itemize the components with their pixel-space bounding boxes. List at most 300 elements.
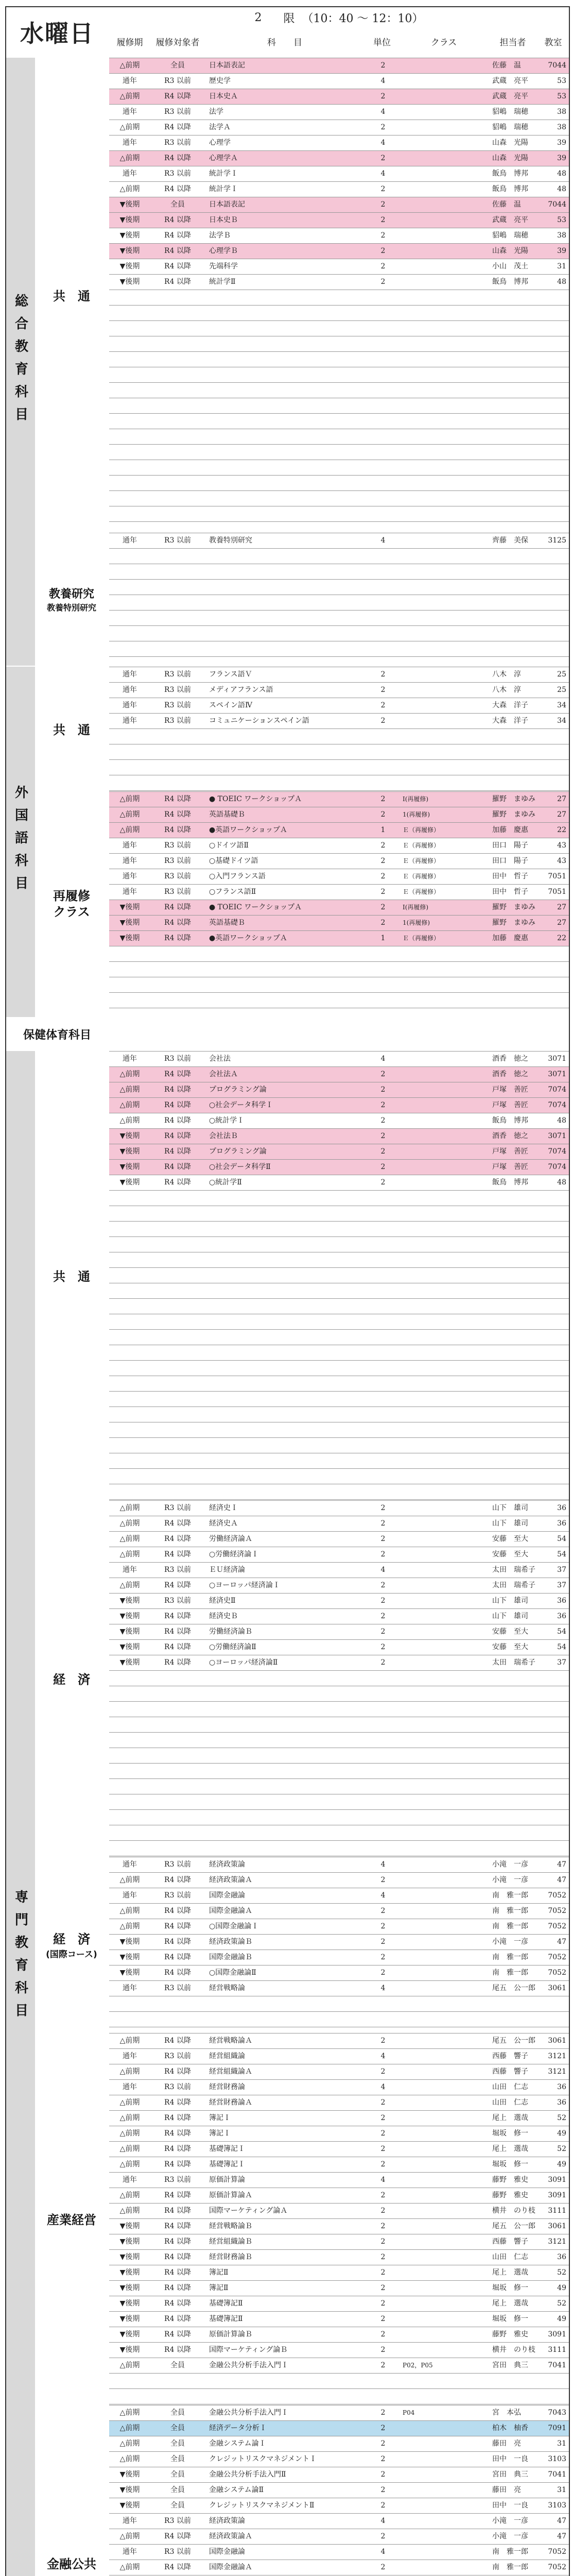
teacher-cell: 堀坂 修一 [492, 2129, 528, 2138]
unit-cell: 2 [380, 670, 386, 679]
target-cell: R4 以降 [164, 2532, 191, 2540]
subject-cell: 経済政策論 [209, 1860, 245, 1869]
unit-cell: 2 [380, 2455, 386, 2463]
class-cell [401, 1500, 490, 1516]
target-cell: 全員 [170, 2486, 185, 2494]
teacher-cell: 山森 光陽 [492, 139, 528, 147]
room-cell: 3091 [548, 2176, 566, 2184]
class-cell [401, 2095, 490, 2110]
room-cell: 36 [557, 2098, 566, 2107]
row-rule [109, 475, 569, 476]
table-row [109, 2265, 569, 2280]
teacher-cell: 田中 哲子 [492, 872, 528, 880]
class-cell [401, 1066, 490, 1082]
room-cell: 27 [557, 795, 566, 803]
term-cell: △前期 [119, 2532, 140, 2540]
unit-cell: 2 [380, 1535, 386, 1543]
teacher-cell: 田中 一良 [492, 2455, 528, 2463]
term-cell: ▼後期 [119, 1612, 140, 1620]
class-cell [401, 2141, 490, 2157]
class-cell [401, 2172, 490, 2188]
subject-cell: 労働経済論Ａ [209, 1535, 252, 1543]
unit-cell: 4 [380, 1891, 386, 1900]
subject-cell: ○社会データ科学Ⅱ [209, 1163, 271, 1171]
table-row [109, 2544, 569, 2560]
term-cell: △前期 [119, 185, 140, 193]
teacher-cell: 西藤 響子 [492, 2052, 528, 2060]
target-cell: R4 以降 [164, 2222, 191, 2230]
teacher-cell: 羅野 まゆみ [492, 903, 535, 911]
room-cell: 47 [557, 2532, 566, 2540]
room-cell: 38 [557, 123, 566, 131]
row-rule [109, 2218, 569, 2219]
teacher-cell: 飯鳥 博邦 [492, 278, 528, 286]
target-cell: R4 以降 [164, 1938, 191, 1946]
class-cell [401, 1857, 490, 1872]
teacher-cell: 南 雅一郎 [492, 1922, 528, 1930]
term-cell: △前期 [119, 826, 140, 834]
room-cell: 27 [557, 810, 566, 819]
table-row [109, 791, 569, 807]
subject-cell: 基礎簿記Ⅱ [209, 2299, 243, 2308]
row-rule [109, 2420, 569, 2421]
teacher-cell: 佐藤 温 [492, 61, 521, 70]
table-row [109, 2513, 569, 2529]
subject-cell: 経済政策論Ａ [209, 2532, 252, 2540]
term-cell: 通年 [123, 670, 137, 679]
subject-cell: 国際金融論 [209, 1891, 245, 1900]
sub-retake-class [35, 791, 108, 1017]
unit-cell: 2 [380, 1086, 386, 1094]
class-cell [401, 259, 490, 274]
term-cell: 通年 [123, 888, 137, 896]
row-rule [109, 181, 569, 182]
room-cell: 7074 [548, 1086, 566, 1094]
table-row [109, 2467, 569, 2482]
unit-cell: 2 [380, 1628, 386, 1636]
teacher-cell: 山田 仁志 [492, 2253, 528, 2261]
subject-cell: 統計学Ⅱ [209, 278, 236, 286]
term-cell: △前期 [119, 2160, 140, 2168]
subject-cell: ＥＵ経済論 [209, 1566, 245, 1574]
row-rule [109, 2172, 569, 2173]
subject-cell: 経営財務論 [209, 2083, 245, 2091]
teacher-cell: 横井 のり枝 [492, 2346, 535, 2354]
room-cell: 36 [557, 1504, 566, 1512]
row-rule [109, 822, 569, 823]
term-cell: △前期 [119, 2129, 140, 2138]
teacher-cell: 八木 淳 [492, 670, 521, 679]
header-term: 履修期 [116, 37, 143, 48]
table-row [109, 1872, 569, 1888]
term-cell: 通年 [123, 170, 137, 178]
sub-label: 再履修クラス [53, 888, 90, 919]
target-cell: 全員 [170, 2470, 185, 2479]
room-cell: 3121 [548, 2052, 566, 2060]
subject-cell: 経済史Ⅱ [209, 1597, 236, 1605]
term-cell: △前期 [119, 2191, 140, 2199]
room-cell: 53 [557, 92, 566, 100]
period-label: 限 [283, 12, 295, 25]
teacher-cell: 羅野 まゆみ [492, 919, 535, 927]
row-rule [109, 1608, 569, 1609]
room-cell: 7051 [548, 888, 566, 896]
row-rule [109, 682, 569, 683]
unit-cell: 4 [380, 2176, 386, 2184]
room-cell: 52 [557, 2299, 566, 2308]
teacher-cell: 堀坂 修一 [492, 2284, 528, 2292]
teacher-cell: 南 雅一郎 [492, 2548, 528, 2556]
table-row [109, 1159, 569, 1175]
room-cell: 48 [557, 1178, 566, 1187]
teacher-cell: 戸塚 善匠 [492, 1086, 528, 1094]
unit-cell: 2 [380, 1550, 386, 1558]
class-cell: P02，P05 [403, 2362, 433, 2369]
subject-cell: ○国際金融論Ⅱ [209, 1969, 256, 1977]
table-row [109, 1950, 569, 1965]
row-rule [109, 625, 569, 626]
term-cell: △前期 [119, 92, 140, 100]
teacher-cell: 佐藤 温 [492, 200, 521, 209]
teacher-cell: 山下 雄司 [492, 1612, 528, 1620]
class-cell [401, 2249, 490, 2265]
row-rule [109, 961, 569, 962]
class-cell [401, 2188, 490, 2203]
target-cell: R4 以降 [164, 216, 191, 224]
teacher-cell: 堀坂 修一 [492, 2315, 528, 2323]
subject-cell: 金融公共分析手法入門Ｉ [209, 2409, 288, 2417]
term-cell: △前期 [119, 123, 140, 131]
row-rule [109, 1190, 569, 1191]
subject-cell: 簿記Ⅱ [209, 2268, 229, 2277]
unit-cell: 2 [380, 2486, 386, 2494]
class-cell [401, 1934, 490, 1950]
target-cell: R3 以前 [164, 841, 191, 850]
room-cell: 54 [557, 1535, 566, 1543]
term-cell: ▼後期 [119, 2315, 140, 2323]
class-cell [401, 2451, 490, 2467]
teacher-cell: 小滝 一彦 [492, 1860, 528, 1869]
term-cell: △前期 [119, 154, 140, 162]
target-cell: R3 以前 [164, 1860, 191, 1869]
term-cell: △前期 [119, 810, 140, 819]
table-row [109, 1624, 569, 1639]
table-row [109, 1608, 569, 1624]
room-cell: 48 [557, 1116, 566, 1125]
header-target: 履修対象者 [155, 37, 200, 48]
subject-cell: ○社会データ科学Ｉ [209, 1101, 273, 1109]
subject-cell: 経営財務論Ａ [209, 2098, 252, 2107]
term-cell: 通年 [123, 1566, 137, 1574]
table-row [109, 1500, 569, 1516]
unit-cell: 2 [380, 872, 386, 880]
teacher-cell: 飯鳥 博邦 [492, 1116, 528, 1125]
room-cell: 48 [557, 278, 566, 286]
unit-cell: 4 [380, 1984, 386, 1992]
target-cell: R4 以降 [164, 2563, 191, 2571]
sub-general-common [35, 58, 108, 532]
table-row [109, 2358, 569, 2373]
target-cell: R3 以前 [164, 1597, 191, 1605]
target-cell: R4 以降 [164, 2284, 191, 2292]
target-cell: R4 以降 [164, 1147, 191, 1156]
teacher-cell: 貂嶋 瑞穂 [492, 108, 528, 116]
subject-cell: 日本語表記 [209, 200, 245, 209]
teacher-cell: 大森 洋子 [492, 717, 528, 725]
unit-cell: 2 [380, 2268, 386, 2277]
sub-economics [35, 1500, 108, 1856]
unit-cell: 4 [380, 2517, 386, 2525]
teacher-cell: 藤野 雅史 [492, 2176, 528, 2184]
class-cell [401, 2342, 490, 2358]
sub-foreign-common [35, 667, 108, 790]
teacher-cell: 田口 陽子 [492, 857, 528, 865]
table-row [109, 1593, 569, 1608]
table-row [109, 930, 569, 946]
room-cell: 37 [557, 1658, 566, 1667]
row-rule [109, 1097, 569, 1098]
teacher-cell: 酒香 徳之 [492, 1055, 528, 1063]
subject-cell: 経済政策論Ａ [209, 1876, 252, 1884]
subject-cell: 法学Ａ [209, 123, 231, 131]
table-row [109, 104, 569, 120]
unit-cell: 2 [380, 2439, 386, 2448]
subject-cell: 国際金融論 [209, 2548, 245, 2556]
term-cell: ▼後期 [119, 2238, 140, 2246]
term-cell: △前期 [119, 2145, 140, 2153]
row-rule [109, 2342, 569, 2343]
table-row [109, 2126, 569, 2141]
subject-cell: 経営財務論Ｂ [209, 2253, 252, 2261]
unit-cell: 4 [380, 1860, 386, 1869]
class-cell: Ｅ（再履修） [403, 935, 440, 942]
unit-cell: 2 [380, 1597, 386, 1605]
table-row [109, 135, 569, 150]
room-cell: 31 [557, 2439, 566, 2448]
room-cell: 54 [557, 1643, 566, 1651]
room-cell: 3061 [548, 2222, 566, 2230]
category-label: 総合教育科目 [12, 294, 28, 430]
class-cell [401, 120, 490, 135]
unit-cell: 4 [380, 536, 386, 545]
table-row [109, 1980, 569, 1996]
room-cell: 36 [557, 1597, 566, 1605]
table-row [109, 2498, 569, 2513]
class-cell [401, 104, 490, 120]
subject-cell: 国際金融論Ｂ [209, 1953, 252, 1961]
row-rule [109, 1406, 569, 1407]
target-cell: R4 以降 [164, 2346, 191, 2354]
row-rule [109, 1298, 569, 1299]
subject-cell: 法学Ｂ [209, 231, 231, 240]
unit-cell: 4 [380, 1055, 386, 1063]
table-row [109, 2436, 569, 2451]
row-rule [109, 274, 569, 275]
room-cell: 43 [557, 857, 566, 865]
target-cell: R4 以降 [164, 1612, 191, 1620]
class-cell [401, 181, 490, 197]
sub-label-2: 教養特別研究 [46, 603, 96, 613]
table-row [109, 822, 569, 838]
category-health-pe [6, 1018, 108, 1050]
subject-cell: 簿記Ｉ [209, 2114, 231, 2122]
unit-cell: 2 [380, 1938, 386, 1946]
subject-cell: 経営組織論Ｂ [209, 2238, 252, 2246]
term-cell: ▼後期 [119, 903, 140, 911]
subject-cell: 国際金融論Ａ [209, 2563, 252, 2571]
row-rule [109, 1221, 569, 1222]
term-cell: △前期 [119, 2037, 140, 2045]
room-cell: 25 [557, 686, 566, 694]
room-cell: 7044 [548, 200, 566, 209]
table-row [109, 2033, 569, 2048]
class-cell [401, 1980, 490, 1996]
room-cell: 7052 [548, 1922, 566, 1930]
target-cell: R3 以前 [164, 1504, 191, 1512]
teacher-cell: 安藤 至大 [492, 1643, 528, 1651]
class-cell: 1(再履修) [403, 811, 430, 818]
unit-cell: 2 [380, 1658, 386, 1667]
subject-cell: 労働経済論Ｂ [209, 1628, 252, 1636]
term-cell: △前期 [119, 1550, 140, 1558]
table-row [109, 2296, 569, 2311]
teacher-cell: 貂嶋 瑞穂 [492, 231, 528, 240]
room-cell: 39 [557, 154, 566, 162]
teacher-cell: 小滝 一彦 [492, 1938, 528, 1946]
room-cell: 7074 [548, 1163, 566, 1171]
teacher-cell: 飯鳥 博邦 [492, 1178, 528, 1187]
class-cell [401, 1578, 490, 1593]
term-cell: △前期 [119, 2098, 140, 2107]
table-row [109, 2048, 569, 2064]
class-cell [401, 1051, 490, 1066]
room-cell: 3103 [548, 2501, 566, 2510]
unit-cell: 2 [380, 2129, 386, 2138]
class-cell [401, 1593, 490, 1608]
class-cell [401, 1113, 490, 1128]
term-cell: ▼後期 [119, 2470, 140, 2479]
class-cell: Ｅ（再履修） [403, 888, 440, 895]
target-cell: R4 以降 [164, 278, 191, 286]
row-rule [109, 1701, 569, 1702]
target-cell: R4 以降 [164, 795, 191, 803]
table-row [109, 2405, 569, 2420]
target-cell: R4 以降 [164, 1969, 191, 1977]
header-teacher: 担当者 [499, 37, 526, 48]
teacher-cell: 南 雅一郎 [492, 1969, 528, 1977]
table-row [109, 166, 569, 181]
class-cell [401, 2327, 490, 2342]
period-time: （10：40 〜 12：10） [302, 12, 424, 25]
target-cell: 全員 [170, 2361, 185, 2369]
target-cell: R3 以前 [164, 536, 191, 545]
term-cell: △前期 [119, 1086, 140, 1094]
room-cell: 3111 [548, 2207, 566, 2215]
table-row [109, 181, 569, 197]
sub-label: 教養研究 [48, 588, 94, 601]
class-cell [401, 274, 490, 290]
subject-cell: 金融システム論Ⅱ [209, 2486, 264, 2494]
table-row [109, 274, 569, 290]
subject-cell: 日本語表記 [209, 61, 245, 70]
target-cell: R4 以降 [164, 2037, 191, 2045]
target-cell: 全員 [170, 2455, 185, 2463]
room-cell: 38 [557, 108, 566, 116]
target-cell: R4 以降 [164, 2330, 191, 2338]
unit-cell: 2 [380, 1116, 386, 1125]
subject-cell: ○統計学Ⅱ [209, 1178, 242, 1187]
target-cell: R4 以降 [164, 1907, 191, 1915]
class-cell: P04 [403, 2409, 415, 2416]
table-row [109, 2188, 569, 2203]
teacher-cell: 小滝 一彦 [492, 2532, 528, 2540]
sub-specialized-common [35, 1051, 108, 1499]
term-cell: ▼後期 [119, 1658, 140, 1667]
term-cell: △前期 [119, 1922, 140, 1930]
room-cell: 47 [557, 1876, 566, 1884]
term-cell: △前期 [119, 2207, 140, 2215]
unit-cell: 4 [380, 170, 386, 178]
class-cell: 1(再履修) [403, 919, 430, 926]
target-cell: R4 以降 [164, 1178, 191, 1187]
row-rule [109, 1391, 569, 1392]
unit-cell: 2 [380, 919, 386, 927]
unit-cell: 2 [380, 2207, 386, 2215]
table-row [109, 197, 569, 212]
table-row [109, 1965, 569, 1980]
teacher-cell: 武蔵 亮平 [492, 92, 528, 100]
subject-cell: ● TOEIC ワークショップＡ [209, 795, 302, 803]
target-cell: R3 以前 [164, 670, 191, 679]
subject-cell: 経営戦略論Ａ [209, 2037, 252, 2045]
table-row [109, 682, 569, 698]
class-cell [401, 2033, 490, 2048]
term-cell: ▼後期 [119, 1163, 140, 1171]
table-row [109, 869, 569, 884]
room-cell: 52 [557, 2268, 566, 2277]
unit-cell: 2 [380, 154, 386, 162]
row-rule [109, 992, 569, 993]
teacher-cell: 太田 瑞希子 [492, 1658, 535, 1667]
class-cell [401, 2064, 490, 2079]
teacher-cell: 藤野 雅史 [492, 2191, 528, 2199]
class-cell [401, 1919, 490, 1934]
target-cell: R3 以前 [164, 888, 191, 896]
class-cell: Ｅ（再履修） [403, 873, 440, 880]
teacher-cell: 大森 洋子 [492, 701, 528, 709]
room-cell: 39 [557, 247, 566, 255]
unit-cell: 2 [380, 1178, 386, 1187]
table-row [109, 212, 569, 228]
class-cell [401, 682, 490, 698]
class-cell [401, 1903, 490, 1919]
row-rule [109, 1639, 569, 1640]
term-cell: 通年 [123, 1055, 137, 1063]
class-cell [401, 2079, 490, 2095]
term-cell: ▼後期 [119, 1132, 140, 1140]
table-row [109, 2420, 569, 2436]
table-row [109, 2218, 569, 2234]
term-cell: ▼後期 [119, 2486, 140, 2494]
row-rule [109, 2388, 569, 2389]
teacher-cell: 小滝 一彦 [492, 2517, 528, 2525]
unit-cell: 2 [380, 2361, 386, 2369]
term-cell: ▼後期 [119, 1628, 140, 1636]
row-rule [109, 2373, 569, 2374]
table-row [109, 713, 569, 728]
subject-cell: 心理学Ｂ [209, 247, 238, 255]
table-row [109, 2249, 569, 2265]
